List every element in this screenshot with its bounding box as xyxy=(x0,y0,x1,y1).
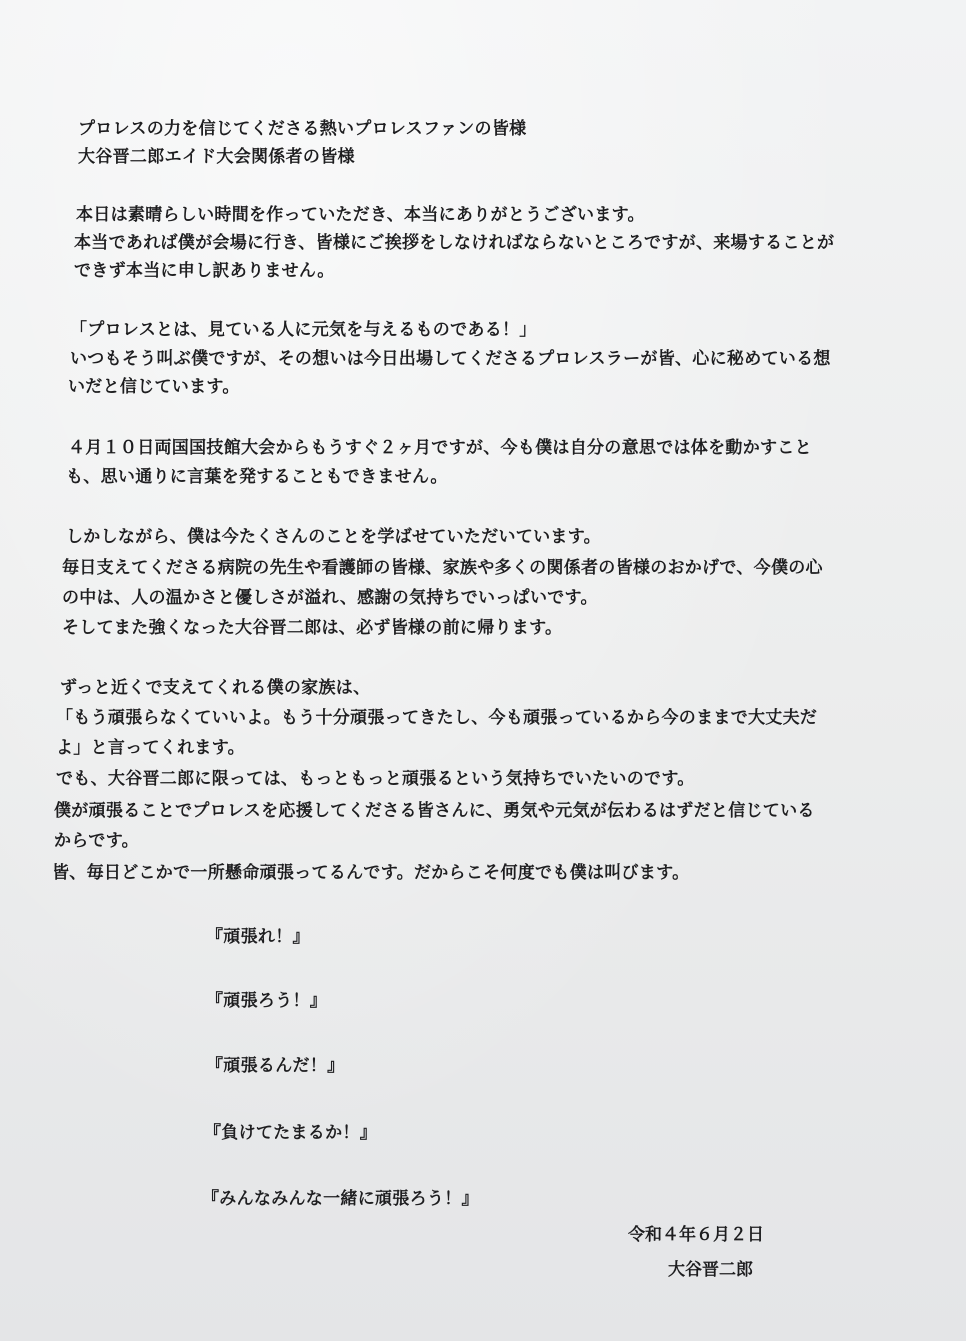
shout-line: 『みんなみんな一緒に頑張ろう！』 xyxy=(202,1189,479,1209)
paragraph-line: でも、大谷晋二郎に限っては、もっともっと頑張るという気持ちでいたいのです。 xyxy=(56,769,695,789)
paragraph-line: ずっと近くで支えてくれる僕の家族は、 xyxy=(60,678,371,698)
letter-signature: 大谷晋二郎 xyxy=(668,1260,753,1280)
paragraph-line: よ」と言ってくれます。 xyxy=(56,738,245,758)
shout-line: 『頑張ろう！』 xyxy=(206,991,328,1011)
greeting-line: プロレスの力を信じてくださる熱いプロレスファンの皆様 xyxy=(78,119,527,139)
paragraph-line: 毎日支えてくださる病院の先生や看護師の皆様、家族や多くの関係者の皆様のおかげで、今僕の心 xyxy=(62,558,823,578)
shout-line: 『負けてたまるか！』 xyxy=(204,1123,377,1143)
letter-date: 令和４年６月２日 xyxy=(628,1225,764,1245)
paragraph-line: いつもそう叫ぶ僕ですが、その想いは今日出場してくださるプロレスラーが皆、心に秘めている想 xyxy=(70,349,831,369)
paragraph-line: そしてまた強くなった大谷晋二郎は、必ず皆様の前に帰ります。 xyxy=(62,618,563,638)
paragraph-line: 本当であれば僕が会場に行き、皆様にご挨拶をしなければならないところですが、来場することが xyxy=(74,233,835,253)
paragraph-line: いだと信じています。 xyxy=(68,377,240,397)
paragraph-line: 僕が頑張ることでプロレスを応援してくださる皆さんに、勇気や元気が伝わるはずだと信じている xyxy=(54,801,815,821)
paragraph-line: 本日は素晴らしい時間を作っていただき、本当にありがとうございます。 xyxy=(76,205,645,225)
paragraph-line: からです。 xyxy=(54,831,139,851)
paragraph-line: も、思い通りに言葉を発することもできません。 xyxy=(66,467,448,487)
paragraph-line: 「プロレスとは、見ている人に元気を与えるものである！」 xyxy=(70,320,537,340)
shout-line: 『頑張れ！』 xyxy=(206,927,310,947)
shout-line: 『頑張るんだ！』 xyxy=(206,1056,345,1076)
paragraph-line: できず本当に申し訳ありません。 xyxy=(74,261,335,281)
paragraph-line: 「もう頑張らなくていいよ。もう十分頑張ってきたし、今も頑張っているから今のままで大丈夫だ xyxy=(56,708,818,728)
paragraph-line: 皆、毎日どこかで一所懸命頑張ってるんです。だからこそ何度でも僕は叫びます。 xyxy=(52,863,690,883)
paragraph-line: しかしながら、僕は今たくさんのことを学ばせていただいています。 xyxy=(66,527,601,547)
greeting-line: 大谷晋二郎エイド大会関係者の皆様 xyxy=(78,147,355,167)
paragraph-line: の中は、人の温かさと優しさが溢れ、感謝の気持ちでいっぱいです。 xyxy=(62,588,598,608)
paragraph-line: ４月１０日両国国技館大会からもうすぐ２ヶ月ですが、今も僕は自分の意思では体を動かすこと xyxy=(68,438,812,458)
